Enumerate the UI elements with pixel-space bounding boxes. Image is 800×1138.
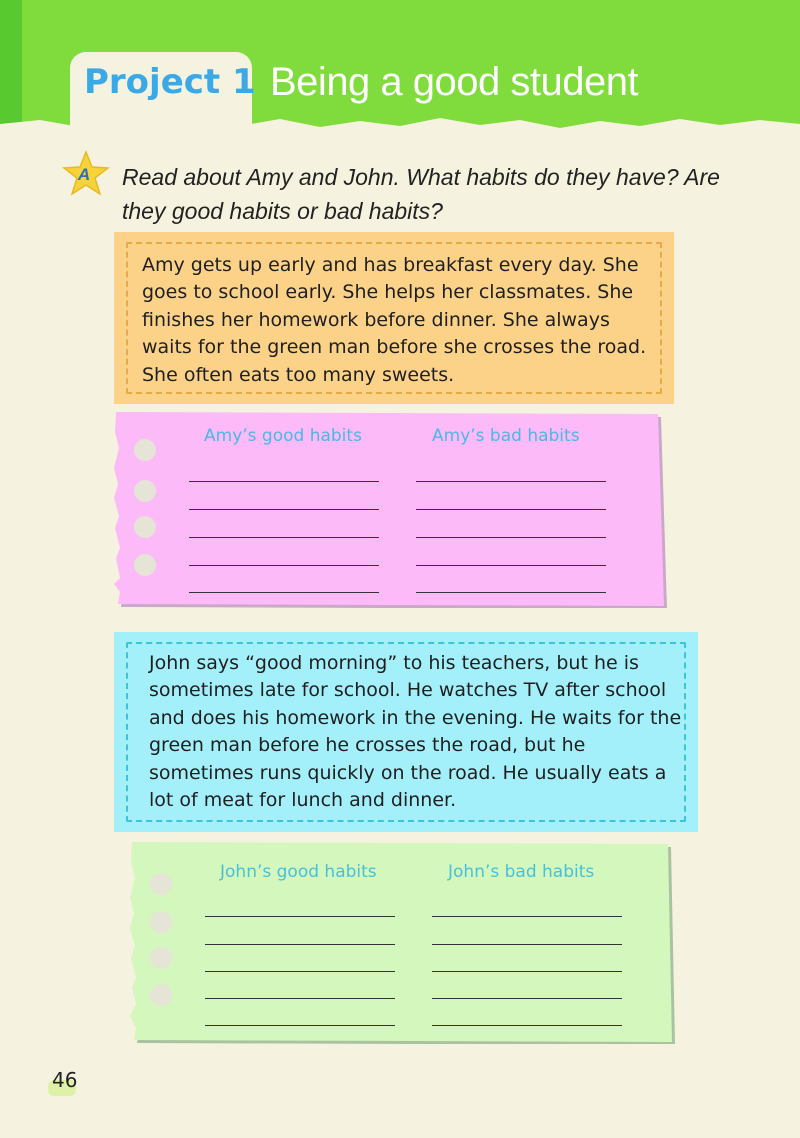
john-habits-note [128, 838, 676, 1044]
answer-line[interactable] [189, 537, 379, 538]
amy-text-box [114, 232, 674, 404]
answer-line[interactable] [205, 998, 395, 999]
instruction-text: Read about Amy and John. What habits do they have? Are they good habits or bad habits? [122, 164, 720, 224]
john-passage: John says “good morning” to his teachers, but he is sometimes late for school. He watches TV after school and does his homework in the evening. He waits for the green man before he crosses the road, but he sometimes runs quickly on the road. He usually eats a lot of meat for lunch and dinner. [149, 652, 682, 812]
answer-line[interactable] [432, 998, 622, 999]
project-label: Project 1 [84, 62, 256, 102]
answer-line[interactable] [432, 916, 622, 917]
answer-line[interactable] [189, 592, 379, 593]
answer-line[interactable] [205, 944, 395, 945]
page-title: Being a good student [270, 60, 639, 104]
amy-good-heading: Amy’s good habits [204, 426, 362, 446]
answer-line[interactable] [416, 592, 606, 593]
answer-line[interactable] [205, 916, 395, 917]
answer-line[interactable] [416, 509, 606, 510]
note-paper [112, 408, 668, 608]
answer-line[interactable] [189, 481, 379, 482]
answer-line[interactable] [416, 537, 606, 538]
answer-line[interactable] [189, 565, 379, 566]
answer-line[interactable] [432, 944, 622, 945]
star-icon [62, 150, 110, 196]
john-bad-heading: John’s bad habits [448, 862, 595, 882]
answer-line[interactable] [205, 1025, 395, 1026]
john-text-box [114, 632, 698, 832]
answer-line[interactable] [432, 971, 622, 972]
amy-habits-note [112, 408, 668, 608]
john-good-heading: John’s good habits [220, 862, 377, 882]
answer-line[interactable] [432, 1025, 622, 1026]
amy-passage: Amy gets up early and has breakfast every day. She goes to school early. She helps her classmates. She finishes her homework before dinner. She always waits for the green man before she crosses the road. She often eats too many sweets. [142, 254, 647, 386]
answer-line[interactable] [189, 509, 379, 510]
section-badge: A [77, 165, 91, 184]
answer-line[interactable] [416, 565, 606, 566]
amy-bad-heading: Amy’s bad habits [432, 426, 580, 446]
page-number: 46 [52, 1068, 78, 1092]
answer-line[interactable] [416, 481, 606, 482]
answer-line[interactable] [205, 971, 395, 972]
